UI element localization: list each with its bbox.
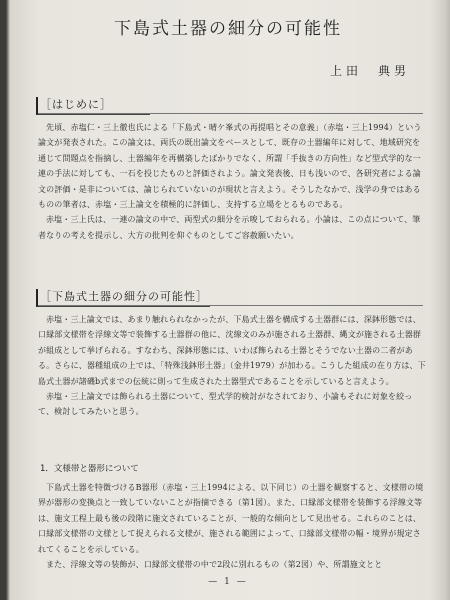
paragraph: 赤塩・三上氏は、一連の論文の中で、両型式の細分を示唆しておられる。小論は、この点について、筆者なりの考えを提示し、大方の批判を仰ぐものとしてご容赦願いたい。 [38, 215, 421, 240]
heading-rule [38, 305, 423, 306]
section-heading-text: ［下島式土器の細分の可能性］ [40, 290, 208, 303]
author-name: 上田 典男 [329, 64, 410, 78]
subsection-heading: 1．文様帯と器形について [40, 464, 139, 474]
section-introduction-body [38, 120, 426, 243]
section-heading-subdivision [36, 289, 210, 307]
heading-rule [38, 113, 423, 114]
page-title: 下島式土器の細分の可能性 [114, 19, 342, 39]
section-subdivision-body [38, 312, 426, 420]
paragraph: 先頃、赤塩仁・三上徹也氏による「下島式・晴ケ峯式の再提唱とその意義」（赤塩・三上1994）という論文が発表された。この論文は、両氏の既出論文をベースとして、既存の土器編年に対して、地域研究を通じて問題点を指摘し、土器編年を再構築したばかりでなく、所謂「手抜きの方向性」など型式学的な一連の手法に対しても、一石を投じたものと評価されよう。論文発表後、日も浅いので、各研究者による論文の評価・是非については、論じられていないのが現状と言えよう。そうしたなかで、浅学の身ではあるものの筆者は、赤塩・三上論文を積極的に評価し、支持する立場をとるものである。 [38, 123, 422, 210]
paragraph: 下島式土器を特徴づけるB器形（赤塩・三上1994による、以下同じ）の土器を観察すると、文様帯の境界が器形の変換点と一致していないことが指摘できる（第1図）。また、口縁部文様帯を装飾する浮線文等は、施文工程上最も後の段階に施文されていることが、一般的な傾向として見出せる。これらのことは、口縁部文様帯の文様として捉えられる文様が、施される範囲によって、口縁部文様帯の幅・境界が規定されてくることを示している。 [38, 483, 424, 554]
subsection-body [38, 480, 426, 572]
section-heading-introduction [36, 97, 150, 115]
document-page [6, 0, 450, 600]
paragraph: 赤塩・三上論文では飾られる土器について、型式学的検討がなされており、小論もそれに対象を絞って、検討してみたいと思う。 [38, 392, 413, 417]
section-heading-text: ［はじめに］ [40, 98, 112, 111]
paragraph: また、浮線文等の装飾が、口縁部文様帯の中で2段に別れるもの（第2図）や、所謂施文とと [46, 560, 383, 570]
paragraph: 赤塩・三上論文では、あまり触れられなかったが、下島式土器を構成する土器群には、深鉢形態では、口縁部文様帯を浮線文等で装飾する土器群の他に、沈線文のみが施される土器群、縄文が施される土器群が組成として挙げられる。すなわち、深鉢形態には、いわば飾られる土器とそうでない土器の二者がある。さらに、器種組成の上では、「特殊浅鉢形土器」（金井1979）が加わる。こうした組成の在り方は、下島式土器が諸磯b式までの伝統に則って生成された土器型式であることを示していると言えよう。 [38, 315, 426, 386]
page-number: — 1 — [208, 577, 248, 587]
